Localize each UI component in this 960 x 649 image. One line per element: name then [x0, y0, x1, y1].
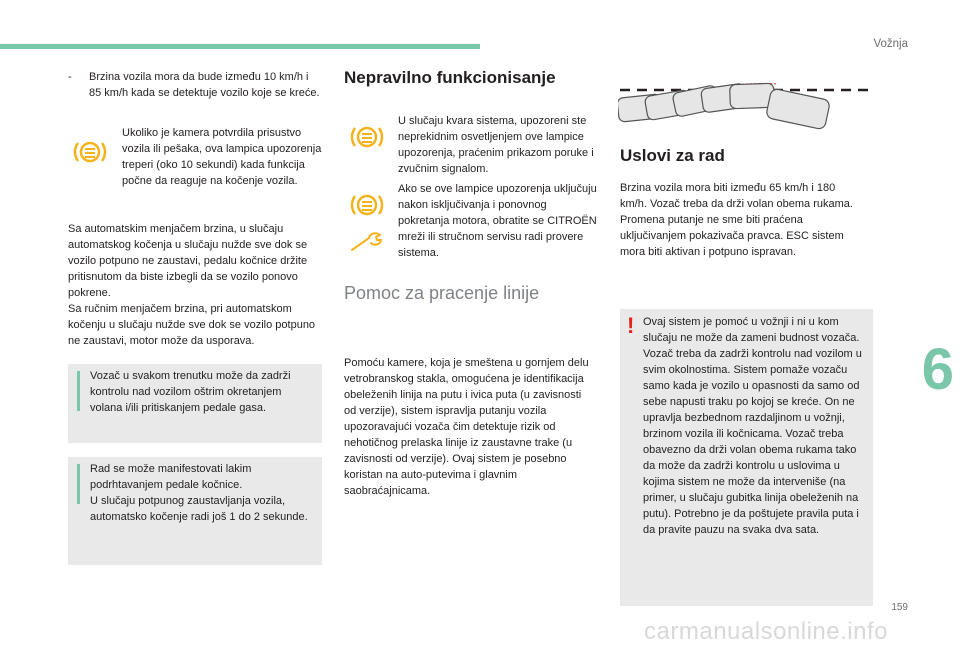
- brake-warning-lamp-icon: [349, 187, 385, 223]
- note-accent-1: [77, 371, 80, 411]
- brake-warning-lamp-icon: [349, 119, 385, 155]
- watermark: carmanualsonline.info: [644, 618, 888, 645]
- note-text-2b: U slučaju potpunog zaustavljanja vozila, automatsko kočenje radi još 1 do 2 sekunde.: [90, 495, 308, 523]
- fault-text-1: U slučaju kvara sistema, upozoreni ste neprekidnim osvetljenjem ove lampice upozorenja, praćenim prikazom poruke i zvučnim signalom.: [398, 115, 594, 175]
- section-title: Vožnja: [873, 38, 908, 50]
- note-text-2: [90, 461, 316, 525]
- top-accent-bar: [0, 44, 480, 49]
- wrench-icon: [349, 230, 385, 254]
- camera-lamp-text: Ukoliko je kamera potvrdila prisustvo vozila ili pešaka, ova lampica upozorenja treperi (oko 10 sekundi) kada funkcija počne da reaguje na kočenje vozila.: [122, 127, 322, 187]
- fault-text-2: Ako se ove lampice upozorenja uključuju nakon isključivanja i ponovnog pokretanja motora, obratite se CITROËN mreži ili stručnom servisu radi provere sistema.: [398, 183, 597, 259]
- brake-warning-lamp-icon: [72, 134, 108, 170]
- note-text-1: Vozač u svakom trenutku može da zadrži kontrolu nad vozilom oštrim okretanjem volana i/ili pritiskanjem pedale gasa.: [90, 370, 291, 414]
- lane-assist-text: Pomoću kamere, koja je smeštena u gornjem delu vetrobranskog stakla, omogućena je identifikacija obeleženih linija na putu i ivica puta (u zavisnosti od verzije), sistem ispravlja putanju vozila upozoravajući vozača čim detektuje rizik od nehotičnog prelaska linije iz zaustavne trake (u zavisnosti od verzije). Ovaj sistem je posebno koristan na auto-putevima i glavnim saobraćajnicama.: [344, 357, 589, 497]
- note-text-2a: Rad se može manifestovati lakim podrhtavanjem pedale kočnice.: [90, 463, 252, 491]
- note-accent-2: [77, 464, 80, 504]
- lane-assist-title: Pomoc za pracenje linije: [344, 283, 540, 303]
- chapter-number: 6: [921, 337, 954, 402]
- bullet-dash: -: [68, 71, 72, 83]
- conditions-text: Brzina vozila mora biti između 65 km/h i 180 km/h. Vozač treba da drži volan obema rukama. Promena putanje ne sme biti praćena uključivanjem pokazivača pravca. ESC sistem mora biti aktivan i potpuno ispravan.: [620, 182, 853, 258]
- auto-gearbox-paragraph: Sa automatskim menjačem brzina, u slučaju automatskog kočenja u slučaju nužde sve dok se vozilo potpuno ne zaustavi, pedalu kočnice držite pritisnutom da biste izbegli da se vozilo ponovo pokrene.: [68, 223, 308, 299]
- exclamation-icon: !: [627, 313, 635, 338]
- warning-text: Ovaj sistem je pomoć u vožnji i ni u kom slučaju ne može da zameni budnost vozača. Vozač treba da zadrži kontrolu nad vozilom u svim okolnostima. Sistem pomaže vozaču samo kada je vozilo u opasnosti da samo od sebe napusti traku po kojoj se kreće. On ne upravlja bezbednom razdaljinom u vožnji, brzinom vozila ili kočnicama. Vozač treba obavezno da drži volan obema rukama tako da može da zadrži kontrolu u uslovima u kojima sistem ne može da interveniše (na primer, u slučaju gubitka linija obeleženih na putu). Potrebno je da poštujete pravila puta i da pravite pauzu na svaka dva sata.: [643, 316, 862, 536]
- lane-departure-illustration: [618, 70, 874, 132]
- bullet-speed-text: Brzina vozila mora da bude između 10 km/h i 85 km/h kada se detektuje vozilo koje se kreće.: [89, 71, 320, 99]
- manual-gearbox-paragraph: Sa ručnim menjačem brzina, pri automatskom kočenju u slučaju nužde sve dok se vozilo potpuno ne zaustavi, motor može da usporava.: [68, 303, 316, 347]
- conditions-title: Uslovi za rad: [620, 146, 725, 165]
- auto-brake-text: [68, 221, 322, 349]
- fault-title: Nepravilno funkcionisanje: [344, 68, 556, 87]
- page-number: 159: [891, 602, 908, 613]
